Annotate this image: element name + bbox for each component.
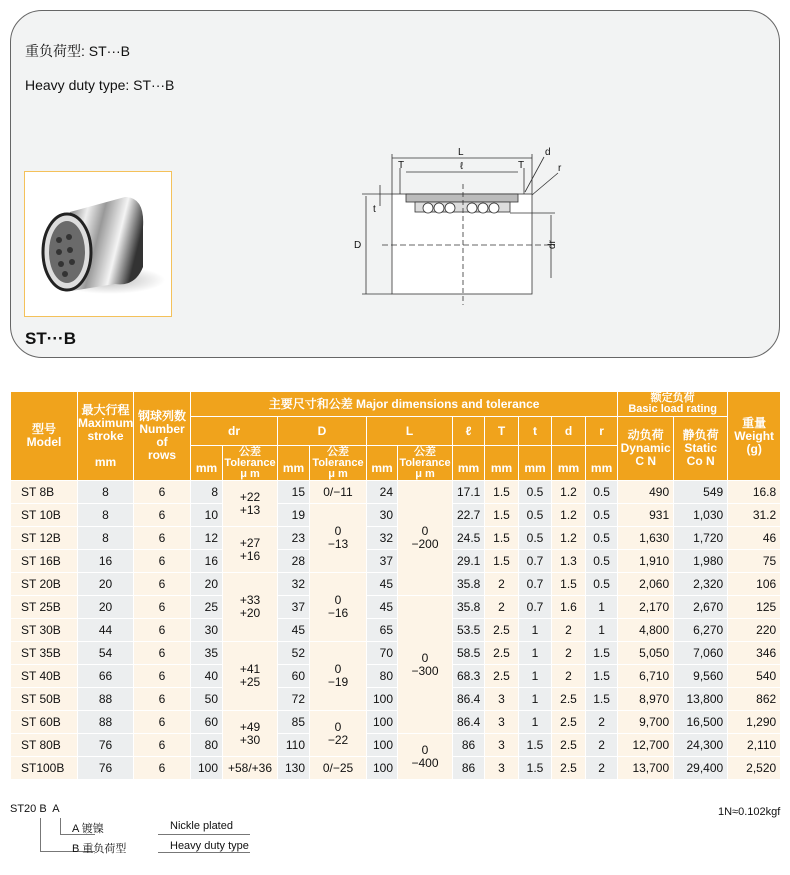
title-en: Heavy duty type: ST···B (25, 77, 175, 93)
cell-weight: 2,110 (728, 734, 781, 757)
cell-L-tolerance: 0 −400 (398, 734, 453, 780)
cell-dynamic: 12,700 (618, 734, 674, 757)
cell-weight: 75 (728, 550, 781, 573)
cell-weight: 46 (728, 527, 781, 550)
cell-dr: 25 (191, 596, 223, 619)
cell-dr-tolerance: +22 +13 (223, 481, 278, 527)
label-L: L (458, 147, 464, 158)
cell-stroke: 76 (78, 757, 134, 780)
cell-rows: 6 (134, 550, 191, 573)
cell-T: 2 (485, 596, 519, 619)
cell-D: 72 (278, 688, 310, 711)
cell-d: 2 (552, 642, 586, 665)
cell-L: 100 (367, 757, 398, 780)
cell-model: ST 10B (11, 504, 78, 527)
cell-dr: 50 (191, 688, 223, 711)
cell-L: 32 (367, 527, 398, 550)
cell-r: 0.5 (586, 527, 618, 550)
cell-dr: 10 (191, 504, 223, 527)
table-row (11, 550, 781, 573)
cell-dr: 30 (191, 619, 223, 642)
cell-L: 30 (367, 504, 398, 527)
cell-t: 0.5 (519, 527, 552, 550)
cell-static: 1,720 (674, 527, 728, 550)
cell-r: 1.5 (586, 642, 618, 665)
table-row (11, 711, 781, 734)
cell-dr: 40 (191, 665, 223, 688)
cell-model: ST 30B (11, 619, 78, 642)
cell-r: 1.5 (586, 665, 618, 688)
table-row (11, 642, 781, 665)
header-major-dimensions: 主要尺寸和公差 Major dimensions and tolerance (191, 392, 618, 417)
cell-D: 28 (278, 550, 310, 573)
cell-model: ST 60B (11, 711, 78, 734)
cell-model: ST 50B (11, 688, 78, 711)
label-T-right: T (518, 160, 525, 171)
cell-static: 2,320 (674, 573, 728, 596)
cell-d: 2.5 (552, 757, 586, 780)
cell-L: 45 (367, 596, 398, 619)
cell-d: 1.6 (552, 596, 586, 619)
cell-model: ST100B (11, 757, 78, 780)
cell-stroke: 8 (78, 527, 134, 550)
cell-dynamic: 4,800 (618, 619, 674, 642)
cell-dynamic: 931 (618, 504, 674, 527)
cell-dynamic: 9,700 (618, 711, 674, 734)
cell-l: 35.8 (453, 596, 485, 619)
cell-D: 110 (278, 734, 310, 757)
cell-dynamic: 490 (618, 481, 674, 504)
code-b: B (39, 803, 47, 815)
cell-rows: 6 (134, 711, 191, 734)
cell-L: 37 (367, 550, 398, 573)
header-model: 型号 Model (11, 392, 78, 481)
cell-stroke: 20 (78, 596, 134, 619)
cell-T: 1.5 (485, 550, 519, 573)
spec-table (10, 391, 781, 780)
cell-rows: 6 (134, 688, 191, 711)
header-dynamic: 动负荷 Dynamic C N (618, 417, 674, 481)
cell-d: 1.2 (552, 527, 586, 550)
cell-dr: 35 (191, 642, 223, 665)
cell-t: 1 (519, 619, 552, 642)
cell-model: ST 80B (11, 734, 78, 757)
cell-t: 0.5 (519, 481, 552, 504)
cell-T: 1.5 (485, 527, 519, 550)
header-t: t (519, 417, 552, 446)
cell-T: 2.5 (485, 642, 519, 665)
option-a-cn: A 镀镍 (72, 823, 104, 835)
cell-D: 85 (278, 711, 310, 734)
code-example (10, 803, 60, 815)
cell-dr: 12 (191, 527, 223, 550)
header-dr-mm: mm (191, 446, 223, 481)
table-row (11, 665, 781, 688)
cell-r: 2 (586, 711, 618, 734)
cell-T: 3 (485, 757, 519, 780)
cell-rows: 6 (134, 757, 191, 780)
cell-r: 1.5 (586, 688, 618, 711)
cell-r: 0.5 (586, 550, 618, 573)
cell-dynamic: 1,630 (618, 527, 674, 550)
cell-model: ST 12B (11, 527, 78, 550)
cell-static: 24,300 (674, 734, 728, 757)
cell-static: 2,670 (674, 596, 728, 619)
cell-l: 86.4 (453, 711, 485, 734)
cell-rows: 6 (134, 573, 191, 596)
label-t: t (373, 204, 376, 215)
header-rows: 钢球列数 Number of rows (134, 392, 191, 481)
cell-L-tolerance: 0 −200 (398, 481, 453, 596)
cell-weight: 862 (728, 688, 781, 711)
cell-d: 2 (552, 619, 586, 642)
cell-d: 2.5 (552, 734, 586, 757)
cell-dynamic: 1,910 (618, 550, 674, 573)
cell-model: ST 25B (11, 596, 78, 619)
cell-weight: 16.8 (728, 481, 781, 504)
code-a: A (52, 803, 60, 815)
cell-D-tolerance: 0 −22 (310, 711, 367, 757)
cell-t: 1.5 (519, 757, 552, 780)
cell-T: 3 (485, 711, 519, 734)
unit-note: 1N≈0.102kgf (718, 806, 781, 818)
cell-stroke: 8 (78, 504, 134, 527)
option-b-cn: B 重负荷型 (72, 843, 127, 855)
cell-stroke: 8 (78, 481, 134, 504)
header-t-mm: mm (519, 446, 552, 481)
header-T-mm: mm (485, 446, 519, 481)
cell-static: 549 (674, 481, 728, 504)
header-L-tol: 公差 Tolerance μ m (399, 445, 451, 480)
cell-D: 130 (278, 757, 310, 780)
cell-model: ST 20B (11, 573, 78, 596)
cell-D: 37 (278, 596, 310, 619)
cell-D-tolerance: 0 −16 (310, 573, 367, 642)
cell-L: 100 (367, 734, 398, 757)
cell-d: 2.5 (552, 688, 586, 711)
cell-r: 1 (586, 619, 618, 642)
product-photo (24, 171, 172, 317)
cell-t: 0.7 (519, 550, 552, 573)
cell-L: 24 (367, 481, 398, 504)
cell-l: 35.8 (453, 573, 485, 596)
cell-weight: 31.2 (728, 504, 781, 527)
cell-dynamic: 2,060 (618, 573, 674, 596)
cell-dr-tolerance: +33 +20 (223, 573, 278, 642)
cell-D-tolerance: 0/−11 (310, 481, 367, 504)
cell-d: 1.5 (552, 573, 586, 596)
cell-static: 1,030 (674, 504, 728, 527)
cell-D: 19 (278, 504, 310, 527)
cell-T: 3 (485, 688, 519, 711)
header-d: d (552, 417, 586, 446)
cell-t: 1 (519, 665, 552, 688)
cell-dr-tolerance: +41 +25 (223, 642, 278, 711)
cell-L: 70 (367, 642, 398, 665)
option-b-en: Heavy duty type (170, 840, 249, 852)
cell-static: 1,980 (674, 550, 728, 573)
cell-static: 9,560 (674, 665, 728, 688)
cell-T: 2.5 (485, 619, 519, 642)
cell-d: 1.2 (552, 481, 586, 504)
cell-static: 16,500 (674, 711, 728, 734)
cell-rows: 6 (134, 596, 191, 619)
cell-weight: 106 (728, 573, 781, 596)
header-l: ℓ (453, 417, 485, 446)
title-cn: 重负荷型: ST···B (25, 43, 130, 59)
cell-r: 0.5 (586, 573, 618, 596)
header-r-mm: mm (586, 446, 618, 481)
cell-D-tolerance: 0 −13 (310, 504, 367, 573)
cell-rows: 6 (134, 619, 191, 642)
cell-L: 100 (367, 688, 398, 711)
cell-T: 3 (485, 734, 519, 757)
cell-rows: 6 (134, 734, 191, 757)
cell-l: 68.3 (453, 665, 485, 688)
cell-l: 29.1 (453, 550, 485, 573)
cell-D: 45 (278, 619, 310, 642)
cell-dr: 20 (191, 573, 223, 596)
cell-weight: 125 (728, 596, 781, 619)
cell-weight: 346 (728, 642, 781, 665)
cell-l: 24.5 (453, 527, 485, 550)
cell-t: 1 (519, 688, 552, 711)
cell-t: 1 (519, 642, 552, 665)
header-T: T (485, 417, 519, 446)
label-r: r (558, 163, 562, 174)
cell-r: 0.5 (586, 504, 618, 527)
cell-weight: 220 (728, 619, 781, 642)
cell-dr: 100 (191, 757, 223, 780)
cell-d: 2.5 (552, 711, 586, 734)
cell-stroke: 66 (78, 665, 134, 688)
cell-t: 1 (519, 711, 552, 734)
cell-D-tolerance: 0 −19 (310, 642, 367, 711)
cell-rows: 6 (134, 665, 191, 688)
cell-r: 0.5 (586, 481, 618, 504)
code-base: ST20 (10, 803, 37, 815)
cell-dr-tolerance: +49 +30 (223, 711, 278, 757)
cell-rows: 6 (134, 642, 191, 665)
cell-model: ST 40B (11, 665, 78, 688)
label-dr: dr (547, 240, 558, 249)
cell-weight: 540 (728, 665, 781, 688)
header-load-rating: 额定负荷 Basic load rating (618, 392, 728, 417)
cell-static: 29,400 (674, 757, 728, 780)
cell-dynamic: 6,710 (618, 665, 674, 688)
header-dr: dr (191, 417, 278, 446)
table-row (11, 504, 781, 527)
cell-rows: 6 (134, 481, 191, 504)
cell-r: 1 (586, 596, 618, 619)
cell-t: 0.5 (519, 504, 552, 527)
cell-model: ST 8B (11, 481, 78, 504)
table-row (11, 734, 781, 757)
cell-l: 17.1 (453, 481, 485, 504)
header-static: 静负荷 Static Co N (674, 417, 728, 481)
cell-l: 53.5 (453, 619, 485, 642)
cell-r: 2 (586, 734, 618, 757)
cell-D: 52 (278, 642, 310, 665)
cell-static: 6,270 (674, 619, 728, 642)
option-a-en: Nickle plated (170, 820, 233, 832)
label-d: d (545, 147, 551, 158)
header-L: L (367, 417, 453, 446)
table-row (11, 757, 781, 780)
cell-L: 80 (367, 665, 398, 688)
header-l-mm: mm (453, 446, 485, 481)
cell-d: 2 (552, 665, 586, 688)
cell-l: 22.7 (453, 504, 485, 527)
cell-l: 58.5 (453, 642, 485, 665)
header-D: D (278, 417, 367, 446)
table-row (11, 619, 781, 642)
cell-l: 86 (453, 734, 485, 757)
label-l: ℓ (460, 161, 464, 172)
header-d-mm: mm (552, 446, 586, 481)
cell-dr-tolerance: +58/+36 (223, 757, 278, 780)
table-row (11, 596, 781, 619)
cell-stroke: 88 (78, 711, 134, 734)
cell-weight: 2,520 (728, 757, 781, 780)
cell-D: 32 (278, 573, 310, 596)
cell-D: 23 (278, 527, 310, 550)
cell-L: 45 (367, 573, 398, 596)
cell-dynamic: 13,700 (618, 757, 674, 780)
cell-static: 7,060 (674, 642, 728, 665)
cell-stroke: 16 (78, 550, 134, 573)
label-D: D (354, 240, 362, 251)
product-caption: ST···B (25, 329, 76, 348)
cell-T: 2 (485, 573, 519, 596)
cell-dynamic: 8,970 (618, 688, 674, 711)
cell-model: ST 16B (11, 550, 78, 573)
cell-t: 0.7 (519, 596, 552, 619)
cell-dr: 16 (191, 550, 223, 573)
label-T-left: T (398, 160, 405, 171)
cell-L-tolerance: 0 −300 (398, 596, 453, 734)
table-row (11, 688, 781, 711)
cell-t: 1.5 (519, 734, 552, 757)
header-D-mm: mm (278, 446, 310, 481)
cell-dr: 60 (191, 711, 223, 734)
header-stroke: 最大行程 Maximum stroke mm (78, 392, 134, 481)
cell-rows: 6 (134, 527, 191, 550)
cell-T: 1.5 (485, 481, 519, 504)
cell-stroke: 54 (78, 642, 134, 665)
cell-dynamic: 5,050 (618, 642, 674, 665)
cell-stroke: 44 (78, 619, 134, 642)
cell-dr: 8 (191, 481, 223, 504)
cell-T: 1.5 (485, 504, 519, 527)
cell-dr: 80 (191, 734, 223, 757)
dimension-diagram (340, 140, 570, 310)
header-L-mm: mm (367, 446, 398, 481)
header-dr-tol: 公差 Tolerance μ m (224, 445, 276, 480)
cell-stroke: 76 (78, 734, 134, 757)
cell-weight: 1,290 (728, 711, 781, 734)
cell-model: ST 35B (11, 642, 78, 665)
cell-L: 65 (367, 619, 398, 642)
table-row (11, 527, 781, 550)
cell-D-tolerance: 0/−25 (310, 757, 367, 780)
cell-t: 0.7 (519, 573, 552, 596)
cell-D: 60 (278, 665, 310, 688)
cell-l: 86 (453, 757, 485, 780)
cell-stroke: 88 (78, 688, 134, 711)
header-weight: 重量 Weight (g) (728, 392, 781, 481)
table-row (11, 481, 781, 504)
cell-D: 15 (278, 481, 310, 504)
table-row (11, 573, 781, 596)
cell-rows: 6 (134, 504, 191, 527)
cell-dynamic: 2,170 (618, 596, 674, 619)
cell-T: 2.5 (485, 665, 519, 688)
cell-l: 86.4 (453, 688, 485, 711)
cell-static: 13,800 (674, 688, 728, 711)
cell-r: 2 (586, 757, 618, 780)
cell-dr-tolerance: +27 +16 (223, 527, 278, 573)
header-r: r (586, 417, 618, 446)
header-D-tol: 公差 Tolerance μ m (310, 446, 367, 481)
cell-L: 100 (367, 711, 398, 734)
cell-stroke: 20 (78, 573, 134, 596)
cell-d: 1.2 (552, 504, 586, 527)
cell-d: 1.3 (552, 550, 586, 573)
